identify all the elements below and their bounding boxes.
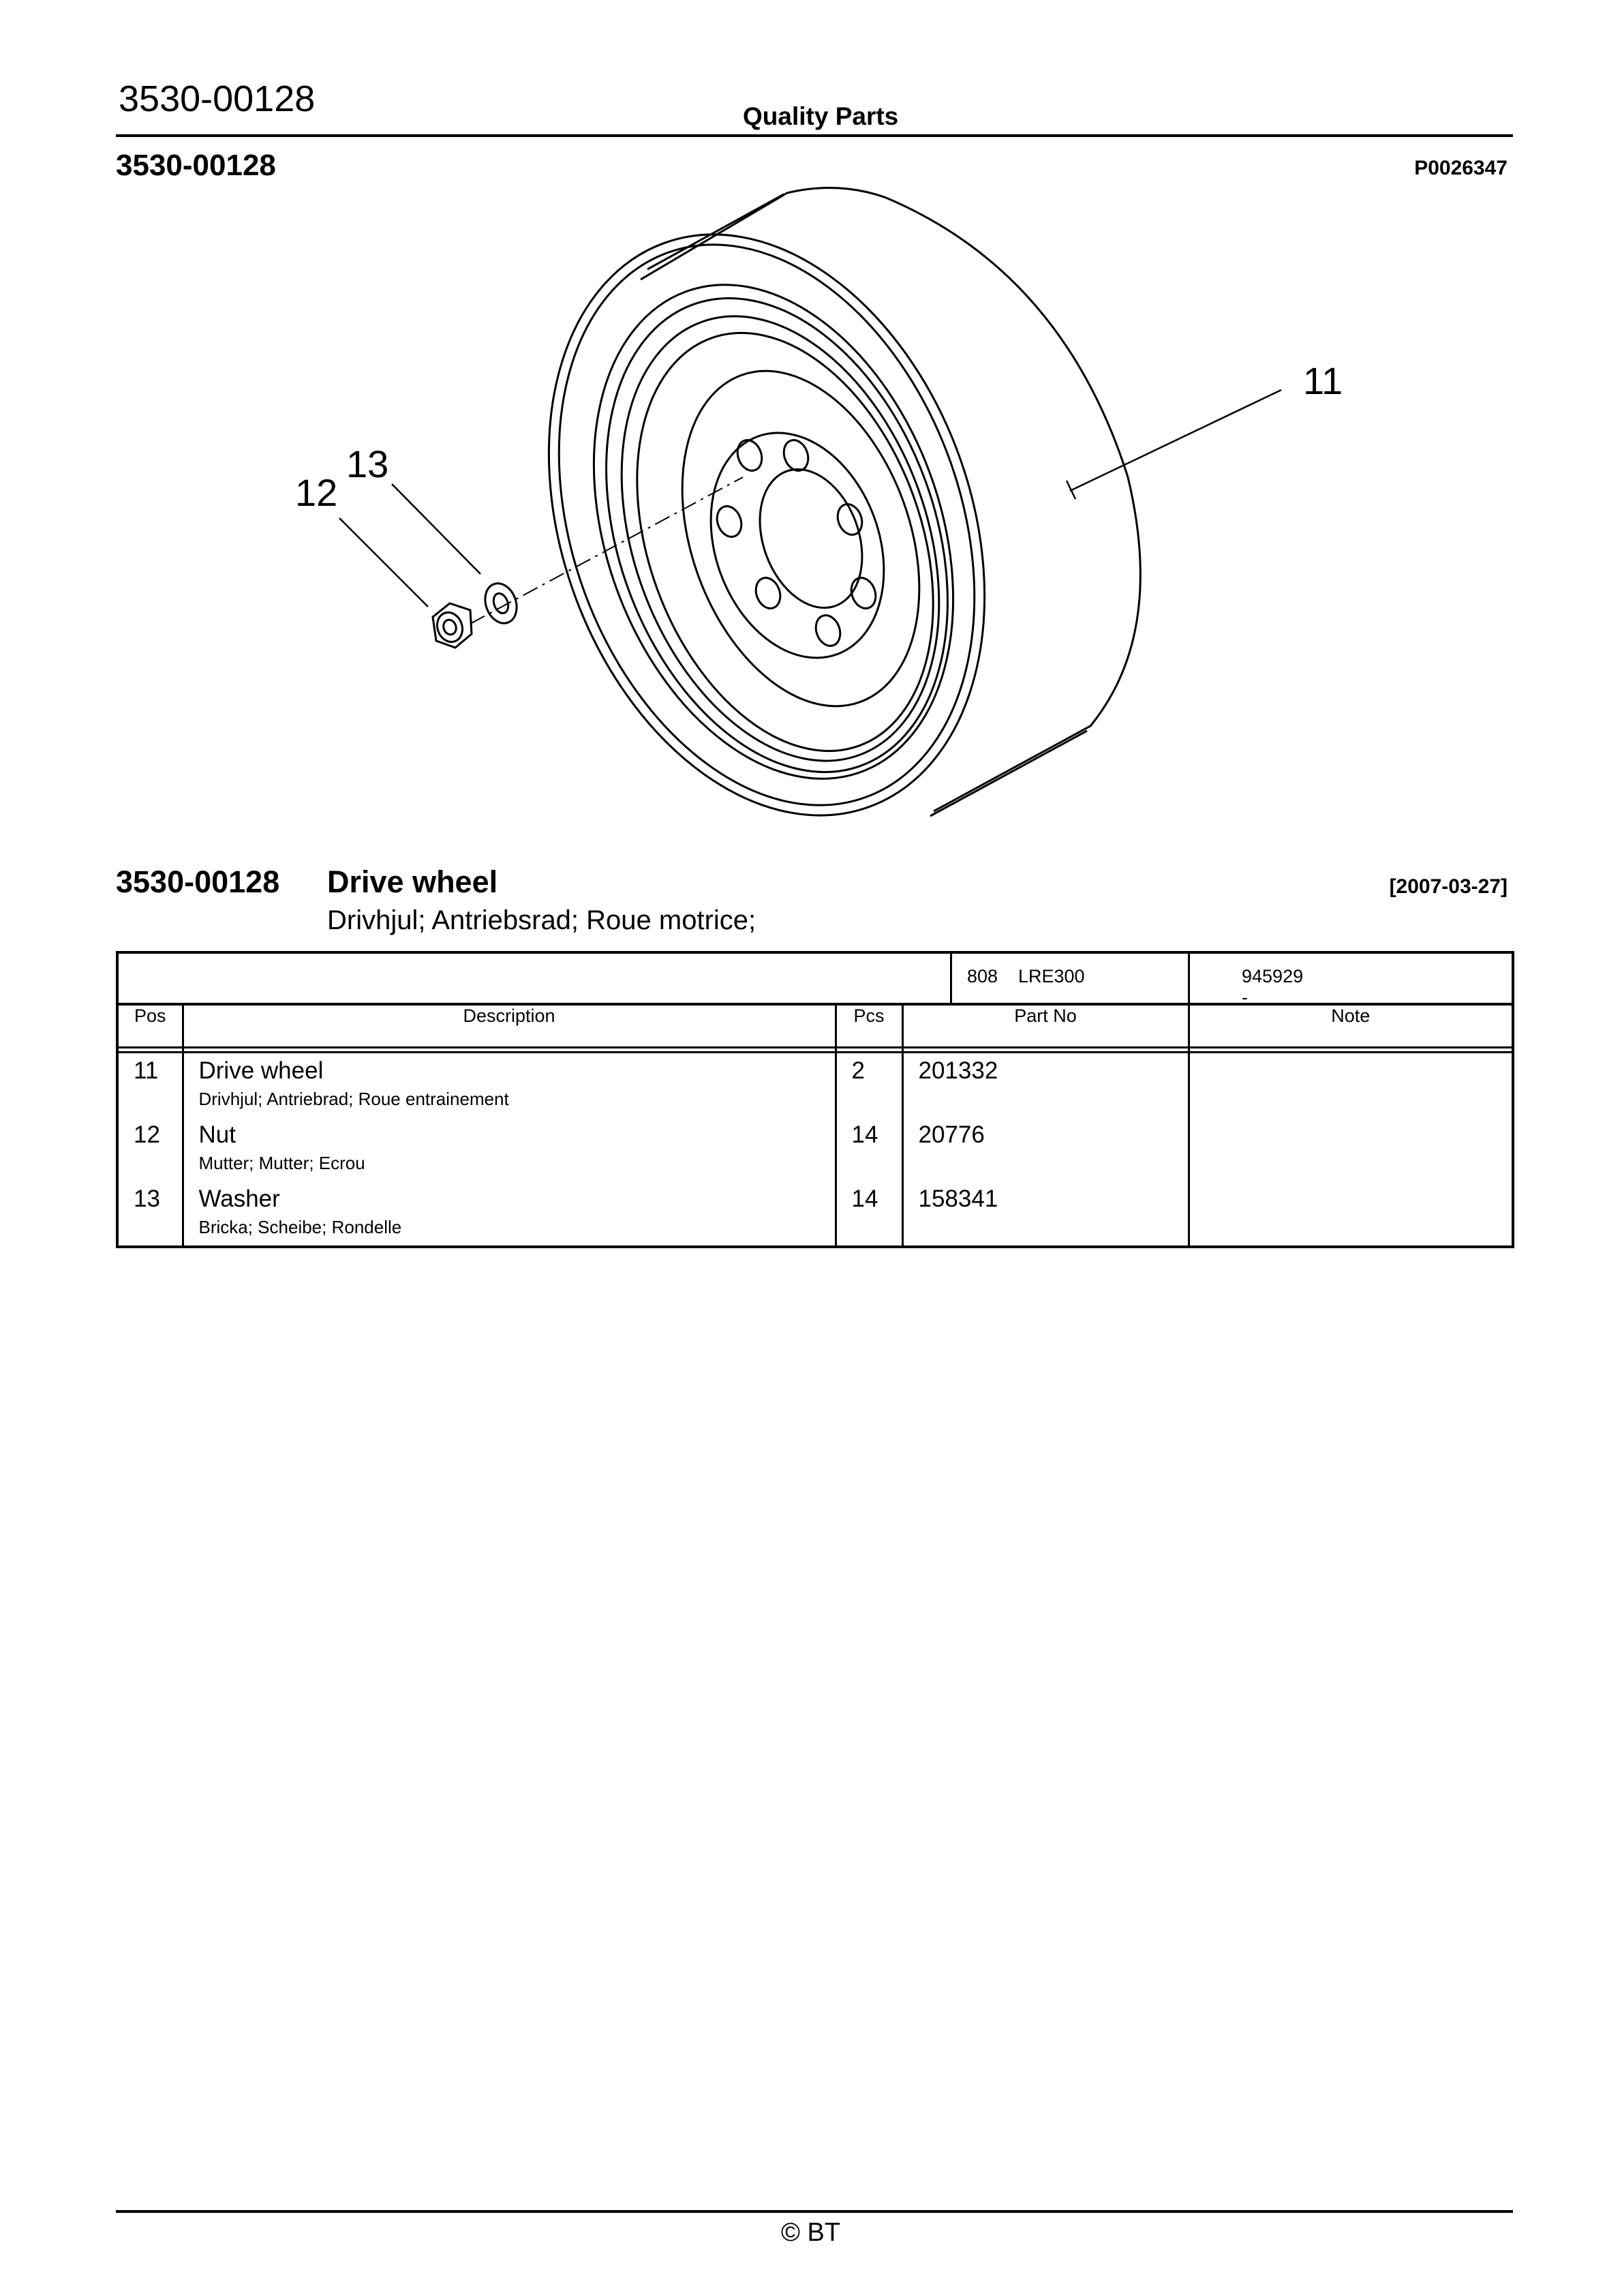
row-note	[1189, 1181, 1513, 1247]
table-row	[117, 1181, 1513, 1247]
col-pcs: Pcs	[836, 1004, 902, 1048]
row-pos: 12	[117, 1117, 183, 1181]
row-pos: 11	[117, 1053, 183, 1118]
table-row	[117, 1117, 1513, 1181]
model-row	[117, 952, 1513, 1004]
callout-12: 12	[295, 471, 338, 514]
row-pos: 13	[117, 1181, 183, 1247]
row-translations: Mutter; Mutter; Ecrou	[198, 1153, 365, 1173]
col-note: Note	[1189, 1004, 1513, 1048]
row-translations: Drivhjul; Antriebrad; Roue entrainement	[198, 1089, 509, 1109]
col-partno: Part No	[902, 1004, 1189, 1048]
drawing-ref: P0026347	[1414, 157, 1508, 179]
row-name: Drive wheel	[198, 1057, 324, 1084]
table-header	[117, 1004, 1513, 1048]
serial-range: 945929 -	[1242, 966, 1304, 1008]
model-name: LRE300	[1018, 966, 1085, 986]
parts-table	[116, 951, 1514, 1248]
section-title: Drive wheel	[327, 864, 498, 899]
row-pcs: 2	[836, 1053, 902, 1118]
section-translations: Drivhjul; Antriebsrad; Roue motrice;	[327, 905, 756, 935]
header-title: Quality Parts	[743, 102, 899, 130]
row-translations: Bricka; Scheibe; Rondelle	[198, 1217, 402, 1237]
col-pos: Pos	[117, 1004, 183, 1048]
row-note	[1189, 1053, 1513, 1118]
callout-11: 11	[1303, 359, 1343, 402]
row-partno: 201332	[902, 1053, 1189, 1118]
row-note	[1189, 1117, 1513, 1181]
footer-rule	[116, 2210, 1513, 2213]
callout-13: 13	[346, 442, 389, 485]
row-partno: 20776	[902, 1117, 1189, 1181]
footer-copyright: © BT	[781, 2218, 841, 2247]
row-pcs: 14	[836, 1181, 902, 1247]
section-date: [2007-03-27]	[1389, 875, 1508, 898]
assembly-code: 3530-00128	[116, 149, 276, 182]
col-description: Description	[183, 1004, 836, 1048]
section-code: 3530-00128	[116, 864, 280, 899]
header-code: 3530-00128	[119, 78, 316, 119]
row-partno: 158341	[902, 1181, 1189, 1247]
model-code: 808	[967, 966, 998, 986]
row-name: Washer	[198, 1185, 280, 1212]
row-pcs: 14	[836, 1117, 902, 1181]
row-name: Nut	[198, 1121, 236, 1148]
table-row	[117, 1053, 1513, 1118]
wheel-drawing	[0, 0, 1622, 859]
